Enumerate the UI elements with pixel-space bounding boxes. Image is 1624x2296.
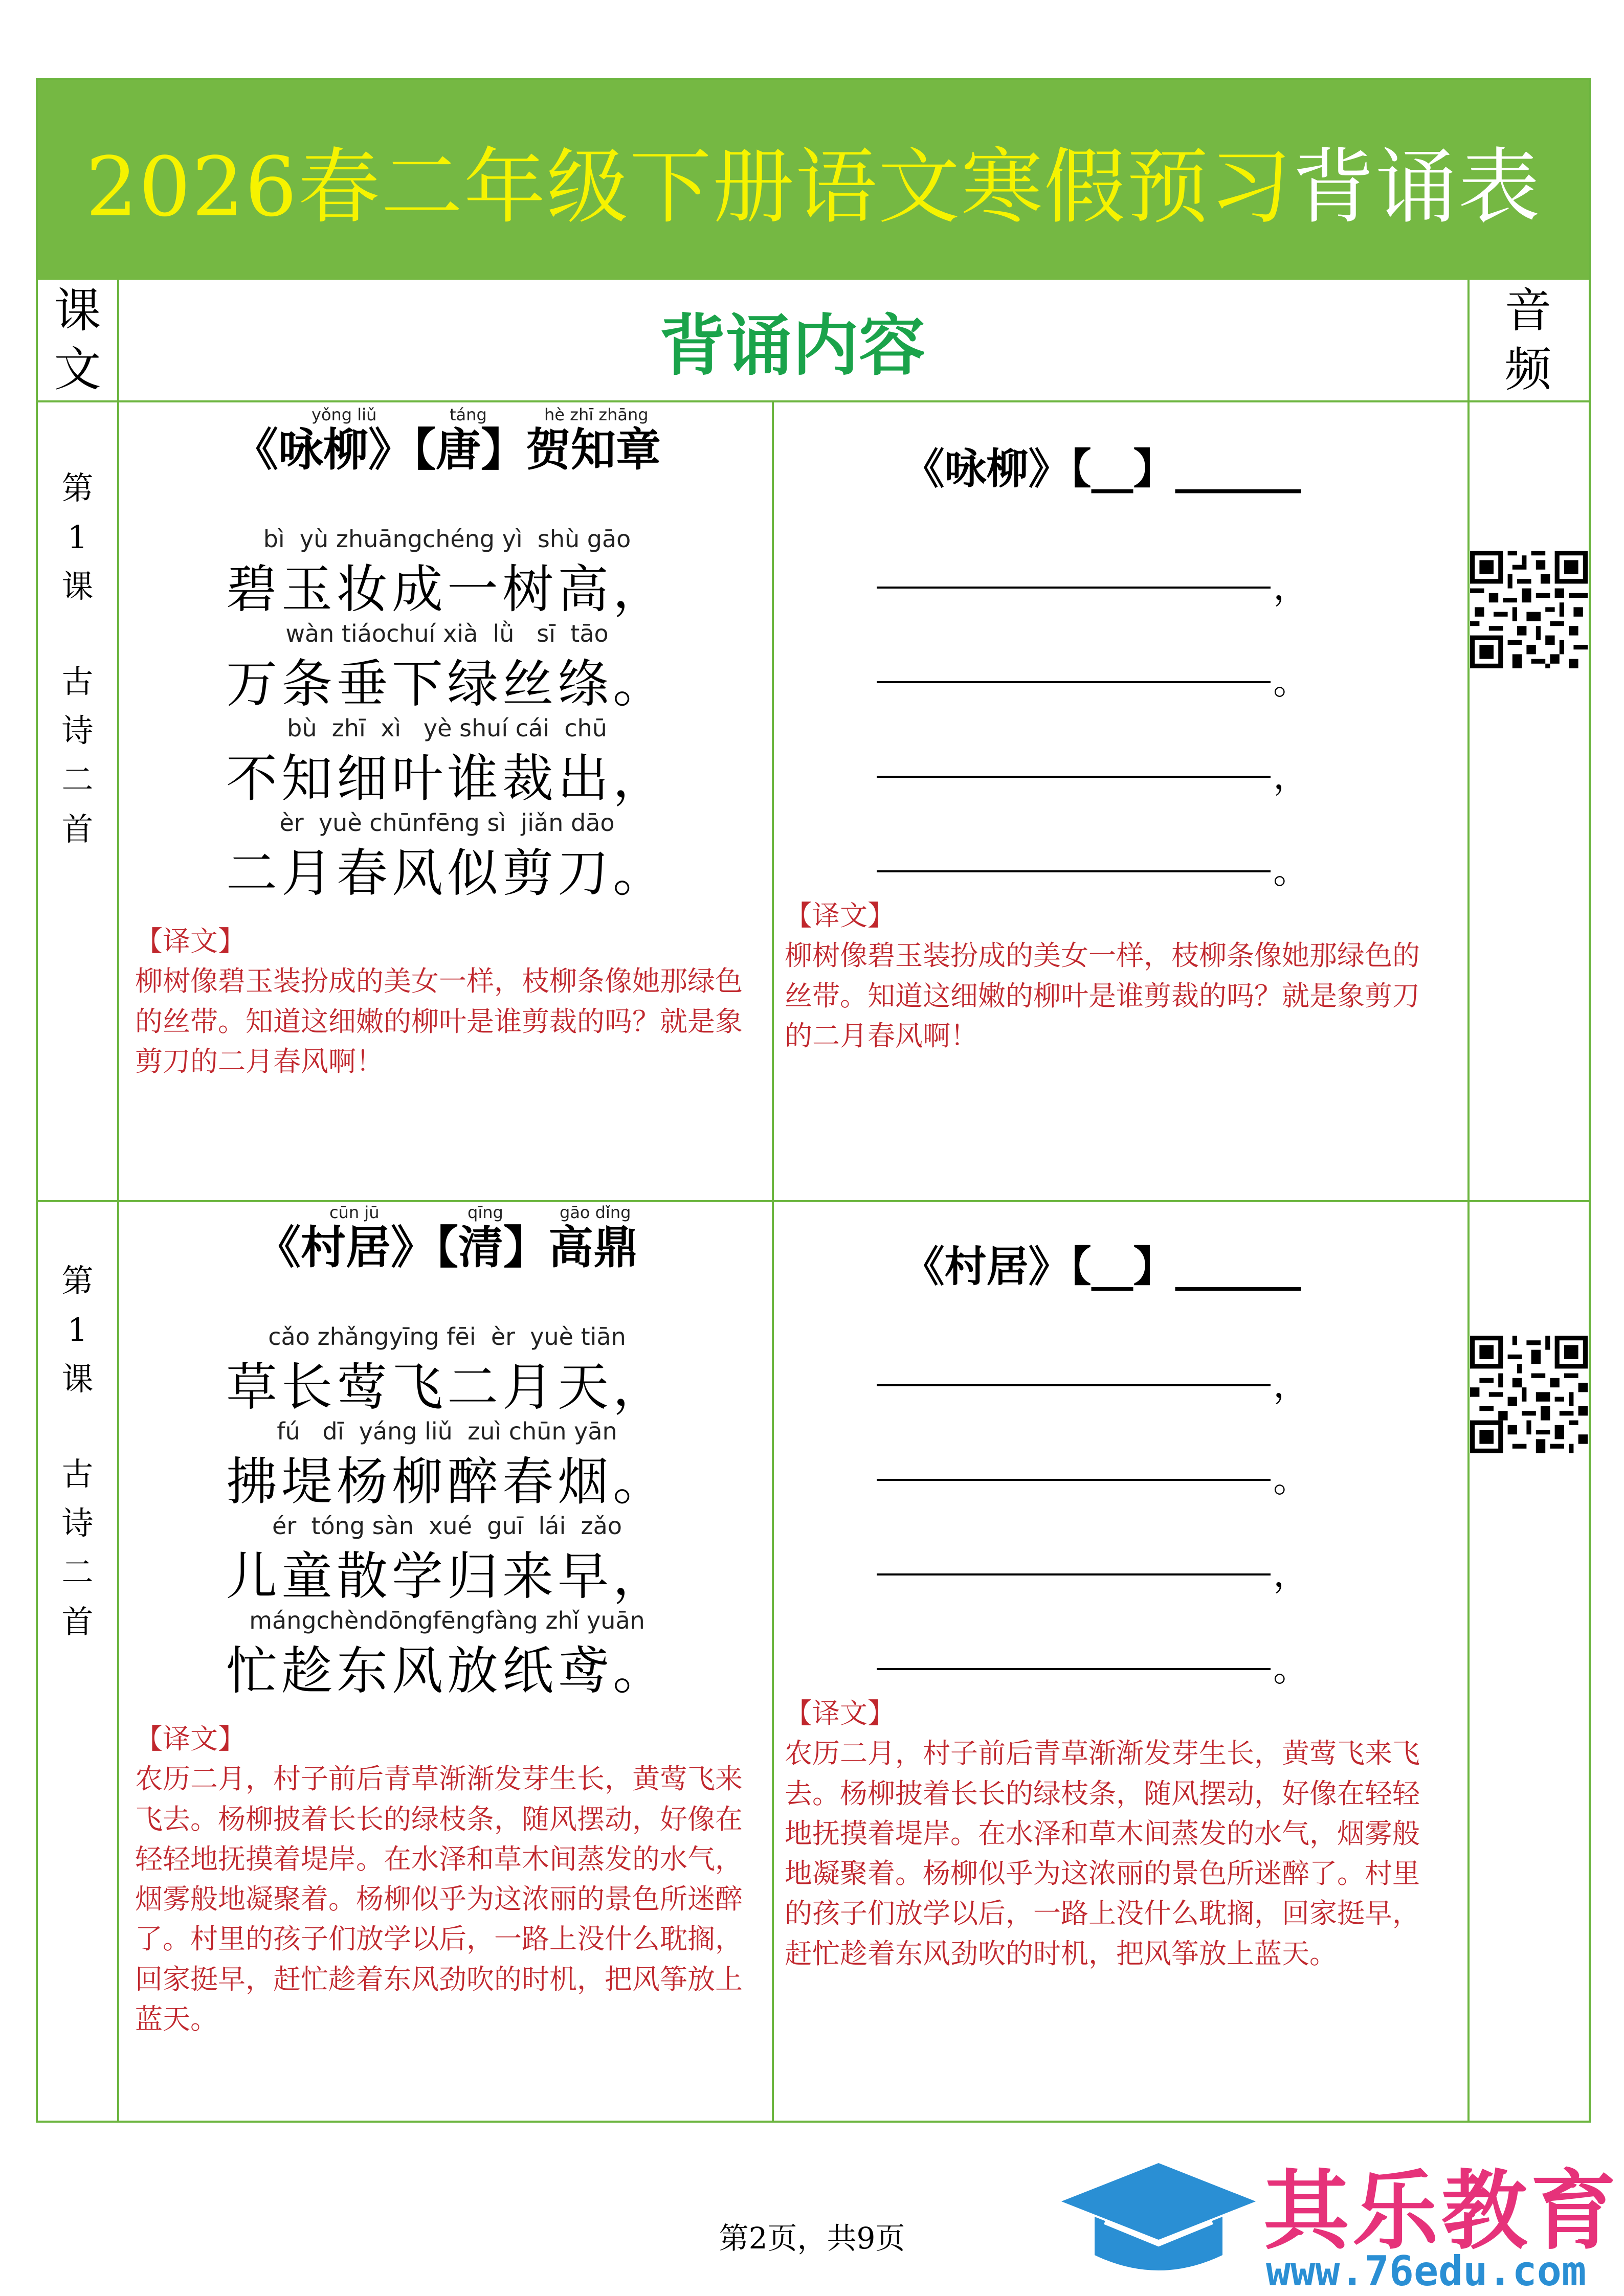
lesson-char: 首: [61, 1603, 94, 1640]
banner-title-part1: 2026春二年级下册语文: [85, 139, 961, 235]
lesson-char: 课: [61, 1360, 94, 1398]
translation: [135, 921, 764, 1082]
poem-line: 碧玉妆成一树高，: [226, 559, 668, 619]
answer-line-3[interactable]: [877, 1573, 1271, 1575]
answer-line-2[interactable]: [877, 681, 1271, 683]
graduation-cap-icon: [1059, 2158, 1258, 2286]
lesson-char: 二: [61, 761, 94, 799]
banner-title-part2: 寒假预习: [961, 139, 1293, 235]
translation-label: 【译文】: [135, 1723, 246, 1755]
lesson-char: 课: [61, 568, 94, 605]
answer-punct: 。: [1273, 850, 1309, 892]
header-audio-char: 音: [1504, 283, 1552, 338]
lesson-char: 首: [61, 810, 94, 848]
answer-punct: ，: [1273, 1364, 1309, 1406]
brand-url[interactable]: www.76edu.com: [1266, 2247, 1587, 2295]
answer-punct: ，: [1273, 755, 1309, 797]
translation-text: 柳树像碧玉装扮成的美女一样，枝柳条像她那绿色的丝带。知道这细嫩的柳叶是谁剪裁的吗？就是象剪刀的二月春风啊！: [135, 965, 743, 1077]
poem-line: 拂堤杨柳醉春烟。: [226, 1452, 668, 1512]
poem-line: 二月春风似剪刀。: [226, 843, 668, 903]
brand-logo: [1059, 2143, 1619, 2296]
answer-punct: 。: [1273, 661, 1309, 703]
recitation-sheet: [36, 78, 1591, 2123]
answer-line-4[interactable]: [877, 870, 1271, 872]
answer-line-3[interactable]: [877, 776, 1271, 778]
title-pinyin: cūn jū: [329, 1203, 380, 1222]
header-content-title: 背诵内容: [659, 306, 925, 385]
answer-line-4[interactable]: [877, 1668, 1271, 1670]
poem-panel: [120, 405, 774, 1198]
practice-panel: [774, 405, 1429, 1198]
lesson-char: 诗: [61, 1504, 94, 1542]
header-content-col: [117, 280, 1467, 402]
poem-pinyin-line: bù zhī xì yè shuí cái chū: [287, 714, 607, 742]
lesson-char: 第: [61, 1262, 94, 1299]
poem-title: 《村居》【清】高鼎: [255, 1221, 638, 1274]
translation-text: 柳树像碧玉装扮成的美女一样，枝柳条像她那绿色的丝带。知道这细嫩的柳叶是谁剪裁的吗？就是象剪刀的二月春风啊！: [785, 939, 1420, 1052]
poem-pinyin-line: èr yuè chūnfēng sì jiǎn dāo: [279, 809, 615, 837]
qr-code-icon[interactable]: [1470, 1336, 1588, 1453]
practice-title: 《村居》【__】______: [902, 1242, 1301, 1291]
practice-panel: [774, 1203, 1429, 2121]
header-lesson-col: [38, 280, 117, 402]
lesson-char: 古: [61, 1455, 94, 1493]
poem-line: 不知细叶谁裁出，: [226, 749, 668, 808]
answer-line-1[interactable]: [877, 587, 1271, 589]
poem-pinyin-line: bì yù zhuāngchéng yì shù gāo: [263, 525, 631, 553]
lesson-char: 二: [61, 1554, 94, 1591]
answer-punct: 。: [1273, 1648, 1309, 1690]
header-audio-char: 频: [1504, 342, 1552, 397]
poem-panel: [120, 1203, 774, 2121]
lesson-char: 第: [61, 469, 94, 507]
translation-label: 【译文】: [785, 1697, 895, 1729]
lesson-char: 诗: [61, 712, 94, 750]
poem-line: 儿童散学归来早，: [226, 1546, 668, 1606]
answer-punct: ，: [1273, 1553, 1309, 1595]
lesson-label: [38, 1256, 117, 1647]
lesson-char: 1: [67, 519, 88, 556]
lesson-char: 1: [67, 1311, 88, 1349]
qr-code-icon[interactable]: [1470, 551, 1588, 668]
title-pinyin: gāo dǐng: [560, 1203, 631, 1222]
poem-title: 《咏柳》【唐】贺知章: [233, 423, 661, 476]
poem-line: 草长莺飞二月天，: [226, 1357, 668, 1417]
translation: [785, 896, 1424, 1056]
poem-pinyin-line: mángchèndōngfēngfàng zhǐ yuān: [249, 1607, 645, 1634]
translation-label: 【译文】: [135, 925, 246, 957]
poem-pinyin-line: fú dī yáng liǔ zuì chūn yān: [277, 1417, 617, 1445]
answer-punct: 。: [1273, 1458, 1309, 1500]
lesson-char: 古: [61, 663, 94, 701]
header-lesson-char: 课: [54, 283, 101, 338]
poem-line: 忙趁东风放纸鸢。: [226, 1641, 668, 1701]
title-pinyin: hè zhī zhāng: [544, 405, 649, 424]
poem-line: 万条垂下绿丝绦。: [226, 654, 668, 714]
poem-pinyin-line: wàn tiáochuí xià lǜ sī tāo: [285, 620, 609, 647]
banner-title-part3: 背诵表: [1292, 139, 1541, 235]
grid-divider: [38, 1200, 1589, 1202]
answer-punct: ，: [1273, 566, 1309, 608]
page-number: 第2页，共9页: [719, 2221, 905, 2256]
banner-title: [38, 80, 1589, 280]
poem-pinyin-line: ér tóng sàn xué guī lái zǎo: [272, 1512, 622, 1540]
answer-line-1[interactable]: [877, 1384, 1271, 1386]
translation-text: 农历二月，村子前后青草渐渐发芽生长，黄莺飞来飞去。杨柳披着长长的绿枝条，随风摆动，好像在轻轻地抚摸着堤岸。在水泽和草木间蒸发的水气，烟雾般地凝聚着。杨柳似乎为这浓丽的景色所迷醉了。村里的孩子们放学以后，一路上没什么耽搁，回家挺早，赶忙趁着东风劲吹的时机，把风筝放上蓝天。: [785, 1737, 1420, 1970]
translation-text: 农历二月，村子前后青草渐渐发芽生长，黄莺飞来飞去。杨柳披着长长的绿枝条，随风摆动，好像在轻轻地抚摸着堤岸。在水泽和草木间蒸发的水气，烟雾般地凝聚着。杨柳似乎为这浓丽的景色所迷醉了。村里的孩子们放学以后，一路上没什么耽搁，回家挺早，赶忙趁着东风劲吹的时机，把风筝放上蓝天。: [135, 1763, 743, 2036]
translation: [785, 1694, 1424, 1974]
brand-name: 其乐教育: [1263, 2161, 1619, 2261]
translation: [135, 1719, 764, 2039]
title-pinyin: qīng: [468, 1203, 503, 1222]
translation-label: 【译文】: [785, 899, 895, 932]
title-pinyin: táng: [450, 405, 487, 424]
answer-line-2[interactable]: [877, 1479, 1271, 1481]
title-pinyin: yǒng liǔ: [312, 405, 377, 424]
lesson-label: [38, 464, 117, 854]
practice-title: 《咏柳》【__】______: [902, 444, 1301, 493]
header-lesson-char: 文: [54, 342, 101, 397]
poem-pinyin-line: cǎo zhǎngyīng fēi èr yuè tiān: [268, 1323, 626, 1350]
header-audio-col: [1467, 280, 1589, 402]
